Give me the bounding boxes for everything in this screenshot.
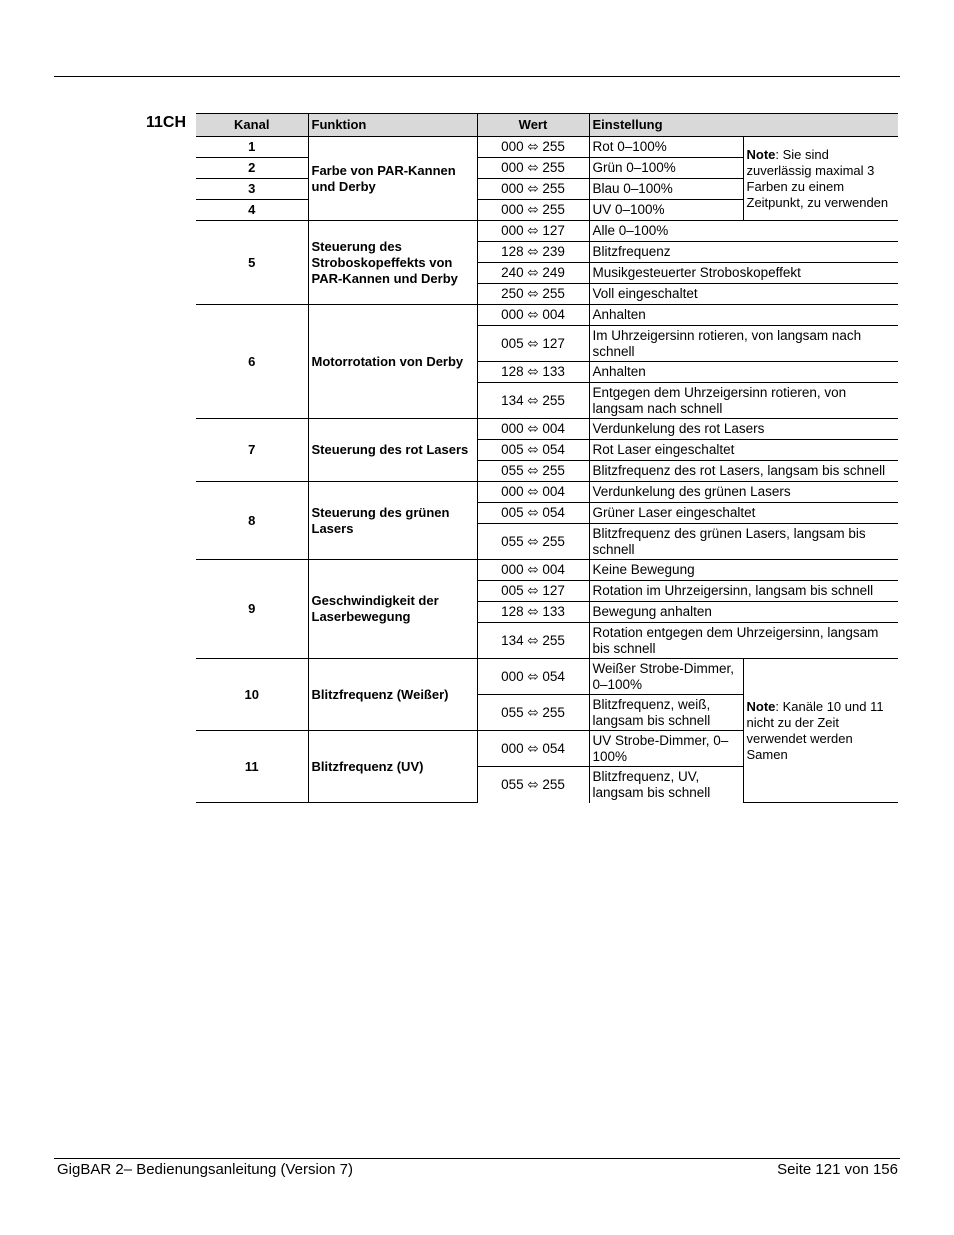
channel-number: 10 bbox=[196, 659, 308, 731]
channel-number: 5 bbox=[196, 221, 308, 305]
setting: Bewegung anhalten bbox=[589, 602, 898, 623]
note-label: Note bbox=[746, 146, 776, 162]
setting: Blitzfrequenz, weiß, langsam bis schnell bbox=[589, 695, 743, 731]
header-kanal: Kanal bbox=[196, 114, 308, 137]
value-range: 005 ⬄ 127 bbox=[477, 326, 589, 362]
value-range: 134 ⬄ 255 bbox=[477, 623, 589, 659]
header-funktion: Funktion bbox=[308, 114, 477, 137]
channel-function: Motorrotation von Derby bbox=[308, 305, 477, 419]
value-range: 128 ⬄ 133 bbox=[477, 362, 589, 383]
value-range: 240 ⬄ 249 bbox=[477, 263, 589, 284]
setting: Verdunkelung des rot Lasers bbox=[589, 419, 898, 440]
value-range: 128 ⬄ 239 bbox=[477, 242, 589, 263]
header-einstellung: Einstellung bbox=[589, 114, 898, 137]
value-range: 005 ⬄ 054 bbox=[477, 503, 589, 524]
setting: Blitzfrequenz des grünen Lasers, langsam bis schnell bbox=[589, 524, 898, 560]
channel-number: 3 bbox=[196, 179, 308, 200]
channel-function: Steuerung des Stroboskopeffekts von PAR-Kannen und Derby bbox=[308, 221, 477, 305]
channel-function: Steuerung des rot Lasers bbox=[308, 419, 477, 482]
header-rule bbox=[54, 76, 900, 77]
note-colors bbox=[743, 137, 898, 221]
table-row bbox=[196, 419, 898, 440]
value-range: 000 ⬄ 127 bbox=[477, 221, 589, 242]
setting: Rot 0–100% bbox=[589, 137, 743, 158]
channel-number: 4 bbox=[196, 200, 308, 221]
note-strobe bbox=[743, 659, 898, 803]
setting: Blau 0–100% bbox=[589, 179, 743, 200]
table-row bbox=[196, 659, 898, 695]
setting: Rot Laser eingeschaltet bbox=[589, 440, 898, 461]
value-range: 000 ⬄ 054 bbox=[477, 731, 589, 767]
value-range: 055 ⬄ 255 bbox=[477, 695, 589, 731]
table-row bbox=[196, 482, 898, 503]
table-header-row bbox=[196, 114, 898, 137]
channel-number: 7 bbox=[196, 419, 308, 482]
setting: Blitzfrequenz bbox=[589, 242, 898, 263]
channel-number: 1 bbox=[196, 137, 308, 158]
channel-function: Farbe von PAR-Kannen und Derby bbox=[308, 137, 477, 221]
value-range: 000 ⬄ 255 bbox=[477, 200, 589, 221]
setting: Im Uhrzeigersinn rotieren, von langsam nach schnell bbox=[589, 326, 898, 362]
value-range: 055 ⬄ 255 bbox=[477, 461, 589, 482]
value-range: 000 ⬄ 255 bbox=[477, 158, 589, 179]
table-row bbox=[196, 137, 898, 158]
value-range: 000 ⬄ 255 bbox=[477, 137, 589, 158]
channel-function: Blitzfrequenz (Weißer) bbox=[308, 659, 477, 731]
setting: Grüner Laser eingeschaltet bbox=[589, 503, 898, 524]
value-range: 005 ⬄ 054 bbox=[477, 440, 589, 461]
setting: UV Strobe-Dimmer, 0–100% bbox=[589, 731, 743, 767]
value-range: 000 ⬄ 004 bbox=[477, 482, 589, 503]
setting: Entgegen dem Uhrzeigersinn rotieren, von langsam nach schnell bbox=[589, 383, 898, 419]
setting: Keine Bewegung bbox=[589, 560, 898, 581]
channel-function: Blitzfrequenz (UV) bbox=[308, 731, 477, 803]
value-range: 000 ⬄ 004 bbox=[477, 419, 589, 440]
setting: Weißer Strobe-Dimmer, 0–100% bbox=[589, 659, 743, 695]
value-range: 055 ⬄ 255 bbox=[477, 767, 589, 803]
channel-function: Steuerung des grünen Lasers bbox=[308, 482, 477, 560]
setting: Alle 0–100% bbox=[589, 221, 898, 242]
dmx-channel-table bbox=[196, 113, 898, 803]
header-wert: Wert bbox=[477, 114, 589, 137]
channel-number: 6 bbox=[196, 305, 308, 419]
setting: Musikgesteuerter Stroboskopeffekt bbox=[589, 263, 898, 284]
footer-document-title: GigBAR 2– Bedienungsanleitung (Version 7) bbox=[57, 1161, 354, 1178]
table-row bbox=[196, 560, 898, 581]
footer-rule bbox=[54, 1158, 900, 1159]
value-range: 055 ⬄ 255 bbox=[477, 524, 589, 560]
setting: UV 0–100% bbox=[589, 200, 743, 221]
note-label: Note bbox=[746, 698, 776, 714]
setting: Rotation im Uhrzeigersinn, langsam bis schnell bbox=[589, 581, 898, 602]
setting: Blitzfrequenz des rot Lasers, langsam bis schnell bbox=[589, 461, 898, 482]
value-range: 000 ⬄ 054 bbox=[477, 659, 589, 695]
setting: Grün 0–100% bbox=[589, 158, 743, 179]
value-range: 128 ⬄ 133 bbox=[477, 602, 589, 623]
footer-page-number: Seite 121 von 156 bbox=[777, 1161, 898, 1178]
mode-label: 11CH bbox=[146, 114, 187, 131]
table-row bbox=[196, 221, 898, 242]
setting: Anhalten bbox=[589, 305, 898, 326]
channel-number: 8 bbox=[196, 482, 308, 560]
note-text: : Kanäle 10 und 11 nicht zu der Zeit verwendet werden Samen bbox=[746, 698, 884, 762]
note-text: : Sie sind zuverlässig maximal 3 Farben zu einem Zeitpunkt, zu verwenden bbox=[746, 146, 889, 210]
value-range: 000 ⬄ 255 bbox=[477, 179, 589, 200]
table-row bbox=[196, 305, 898, 326]
setting: Anhalten bbox=[589, 362, 898, 383]
setting: Blitzfrequenz, UV, langsam bis schnell bbox=[589, 767, 743, 803]
channel-number: 9 bbox=[196, 560, 308, 659]
channel-function: Geschwindigkeit der Laserbewegung bbox=[308, 560, 477, 659]
setting: Voll eingeschaltet bbox=[589, 284, 898, 305]
value-range: 005 ⬄ 127 bbox=[477, 581, 589, 602]
setting: Verdunkelung des grünen Lasers bbox=[589, 482, 898, 503]
value-range: 000 ⬄ 004 bbox=[477, 305, 589, 326]
setting: Rotation entgegen dem Uhrzeigersinn, langsam bis schnell bbox=[589, 623, 898, 659]
channel-number: 2 bbox=[196, 158, 308, 179]
value-range: 134 ⬄ 255 bbox=[477, 383, 589, 419]
channel-number: 11 bbox=[196, 731, 308, 803]
value-range: 000 ⬄ 004 bbox=[477, 560, 589, 581]
value-range: 250 ⬄ 255 bbox=[477, 284, 589, 305]
